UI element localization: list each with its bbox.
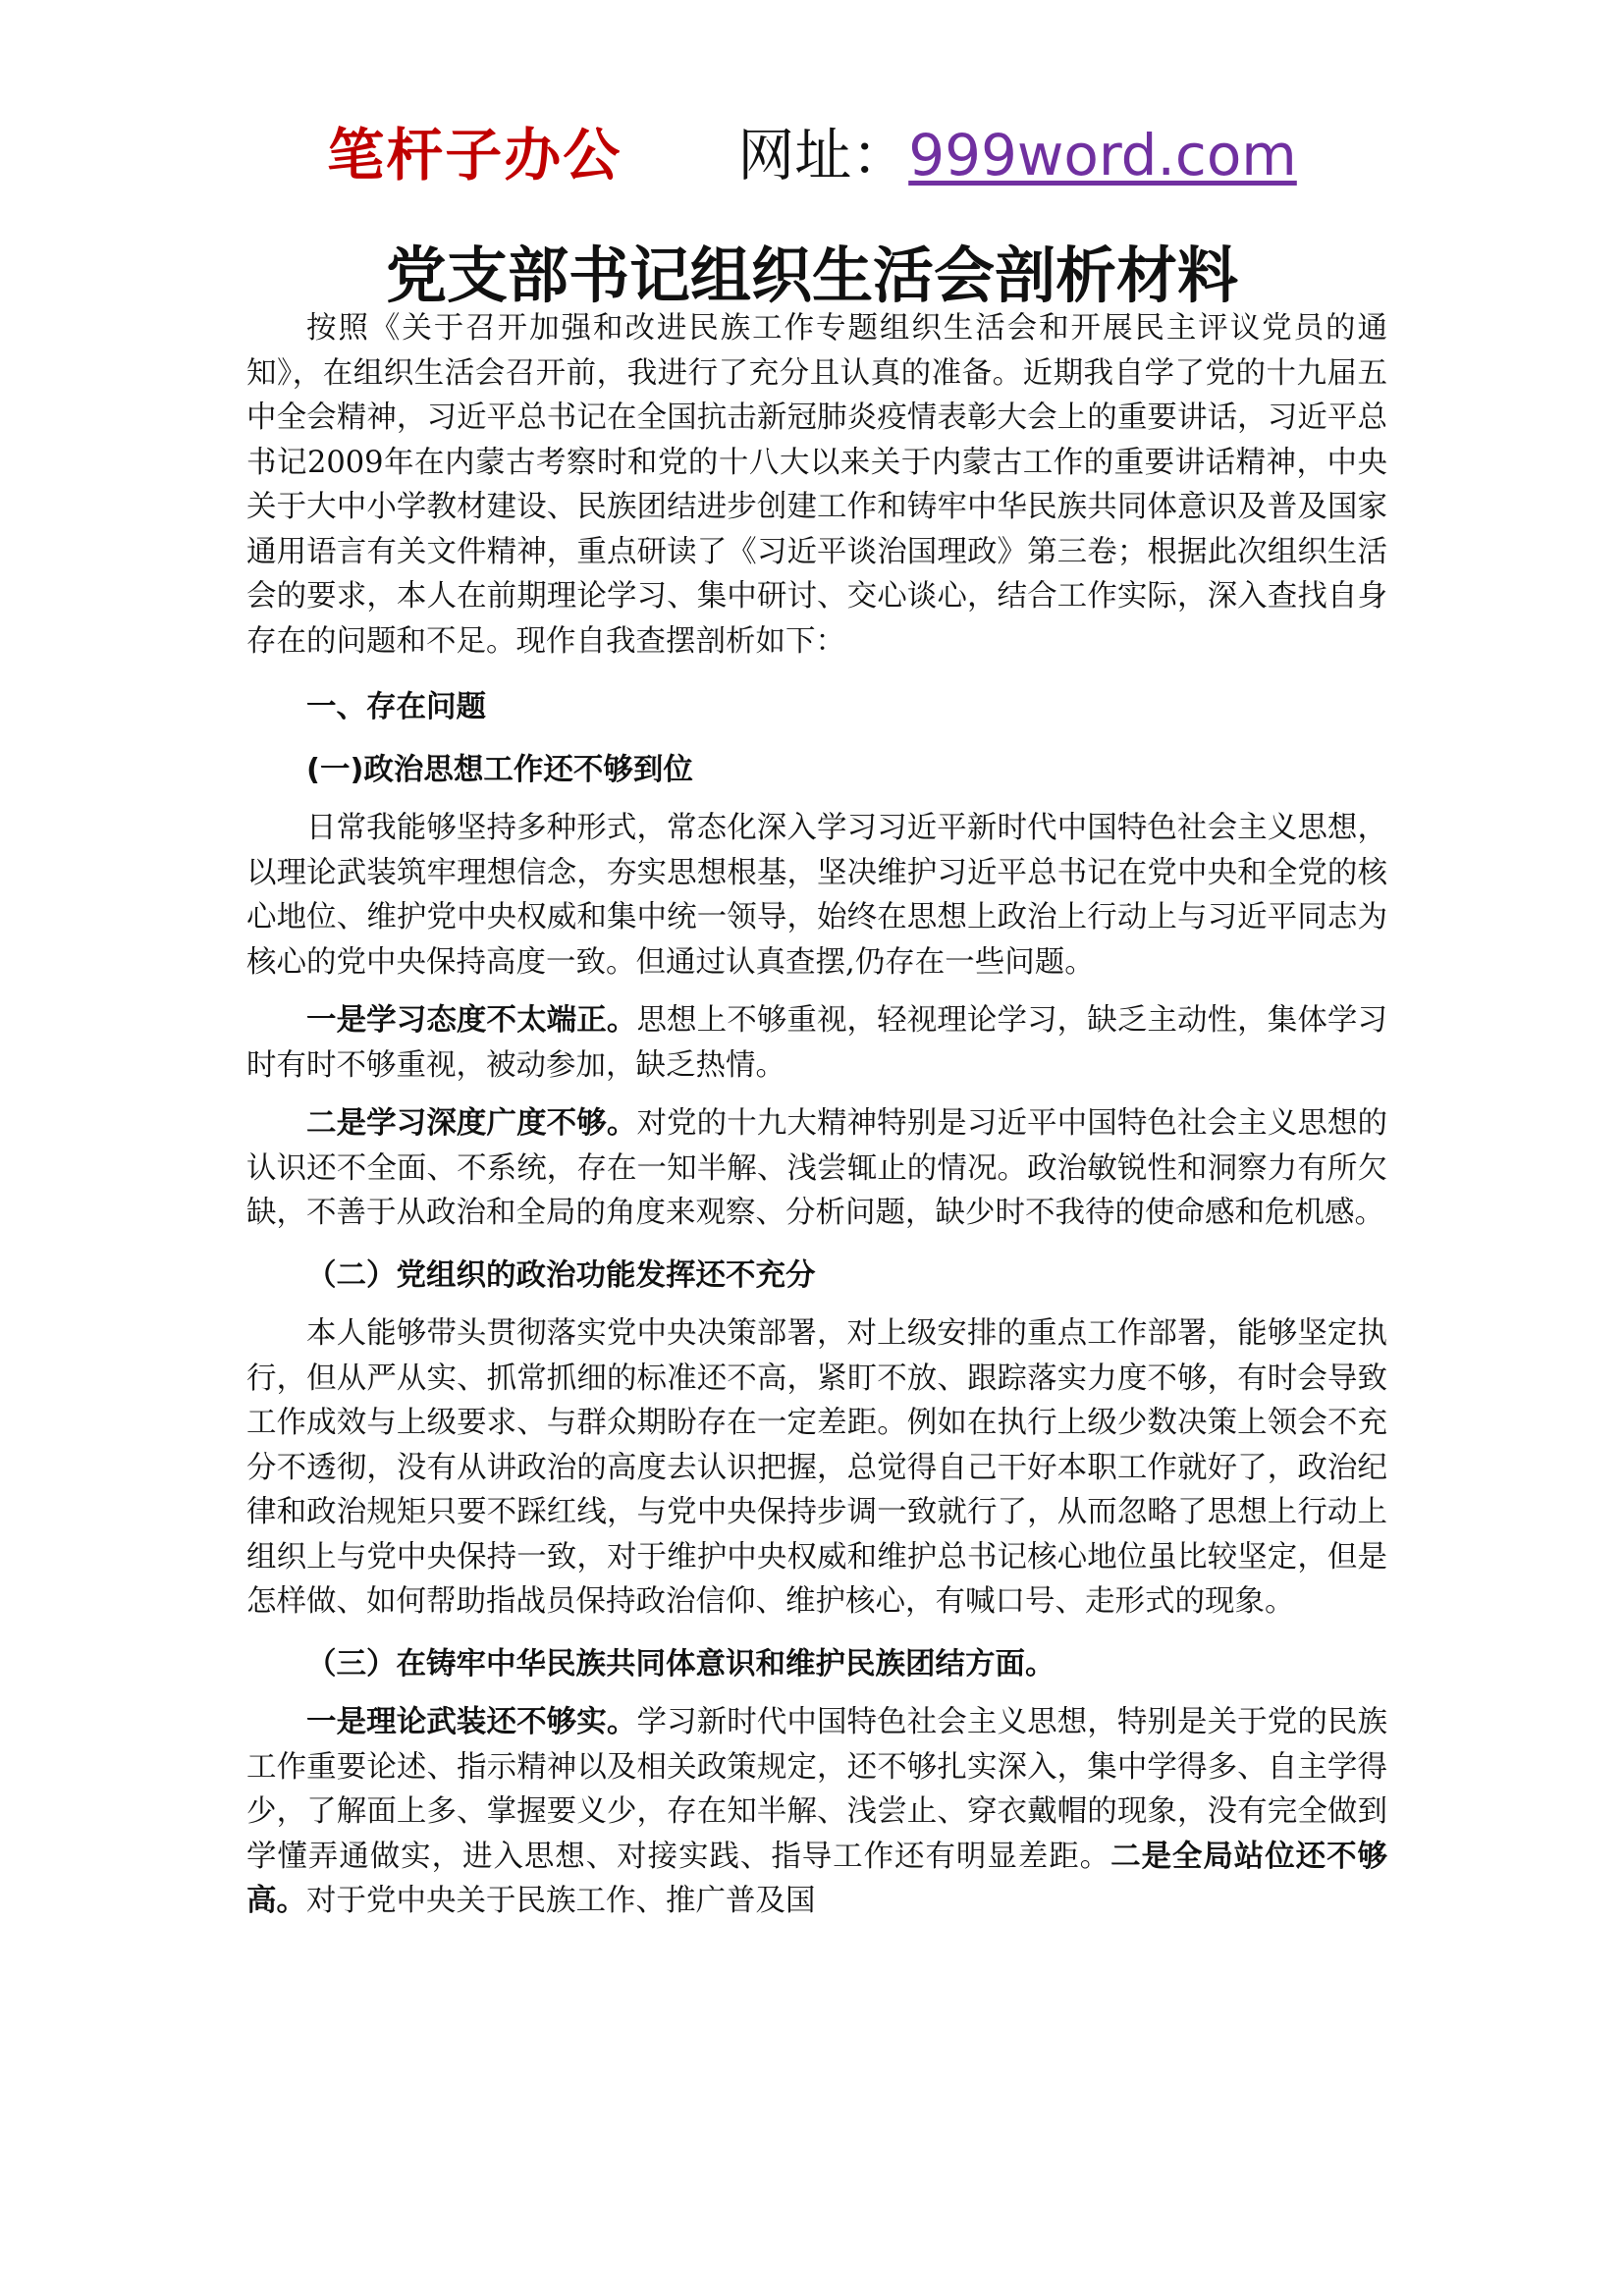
site-link[interactable]: 999word.com	[908, 122, 1297, 188]
point-lead: 一是理论武装还不够实。	[306, 1705, 637, 1739]
point-lead: 二是全局站位还不够高。	[246, 1839, 1388, 1918]
intro-paragraph: 按照《关于召开加强和改进民族工作专题组织生活会和开展民主评议党员的通知》，在组织生活会召开前，我进行了充分且认真的准备。近期我自学了党的十九届五中全会精神，习近平总书记在全国抗击新冠肺炎疫情表彰大会上的重要讲话，习近平总书记2009年在内蒙古考察时和党的十八大以来关于内蒙古工作的重要讲话精神，中央关于大中小学教材建设、民族团结进步创建工作和铸牢中华民族共同体意识及普及国家通用语言有关文件精神，重点研读了《习近平谈治国理政》第三卷；根据此次组织生活会的要求，本人在前期理论学习、集中研讨、交心谈心，结合工作实际，深入查找自身存在的问题和不足。现作自我查摆剖析如下：	[246, 311, 1387, 659]
point-lead: 一是学习态度不太端正。	[306, 1003, 637, 1038]
page-header	[0, 116, 1624, 194]
subsection-heading-1: (一)政治思想工作还不够到位	[306, 752, 693, 787]
subsection-1-paragraph-1: 日常我能够坚持多种形式，常态化深入学习习近平新时代中国特色社会主义思想，以理论武装筑牢理想信念，夯实思想根基，坚决维护习近平总书记在党中央和全党的核心地位、维护党中央权威和集中统一领导，始终在思想上政治上行动上与习近平同志为核心的党中央保持高度一致。但通过认真查摆,仍存在一些问题。	[246, 811, 1387, 980]
point-text: 对于党中央关于民族工作、推广普及国	[306, 1884, 816, 1918]
document-body	[246, 306, 1387, 1924]
subsection-2-paragraph-1: 本人能够带头贯彻落实党中央决策部署，对上级安排的重点工作部署，能够坚定执行，但从严从实、抓常抓细的标准还不高，紧盯不放、跟踪落实力度不够，有时会导致工作成效与上级要求、与群众期盼存在一定差距。例如在执行上级少数决策上领会不充分不透彻，没有从讲政治的高度去认识把握，总觉得自己干好本职工作就好了，政治纪律和政治规矩只要不踩红线，与党中央保持步调一致就行了，从而忽略了思想上行动上组织上与党中央保持一致，对于维护中央权威和维护总书记核心地位虽比较坚定，但是怎样做、如何帮助指战员保持政治信仰、维护核心，有喊口号、走形式的现象。	[246, 1316, 1387, 1619]
point-text: 对党的十九大精神特别是习近平中国特色社会主义思想的认识还不全面、不系统，存在一知半解、浅尝辄止的情况。政治敏锐性和洞察力有所欠缺，不善于从政治和全局的角度来观察、分析问题，缺少时不我待的使命感和危机感。	[246, 1106, 1388, 1230]
brand-name: 笔杆子办公	[327, 122, 623, 188]
subsection-1-paragraph-2	[246, 998, 1387, 1088]
section-heading-problems: 一、存在问题	[306, 690, 486, 724]
point-text: 学习新时代中国特色社会主义思想，特别是关于党的民族工作重要论述、指示精神以及相关政策规定，还不够扎实深入，集中学得多、自主学得少，了解面上多、掌握要义少，存在知半解、浅尝止、穿衣戴帽的现象，没有完全做到学懂弄通做实，进入思想、对接实践、指导工作还有明显差距。	[246, 1705, 1388, 1874]
subsection-1-paragraph-3	[246, 1101, 1387, 1236]
subsection-heading-3: （三）在铸牢中华民族共同体意识和维护民族团结方面。	[306, 1646, 1056, 1682]
document-title: 党支部书记组织生活会剖析材料	[385, 240, 1238, 311]
point-text: 思想上不够重视，轻视理论学习，缺乏主动性，集体学习时有时不够重视，被动参加，缺乏热情。	[246, 1003, 1388, 1083]
point-lead: 二是学习深度广度不够。	[306, 1106, 637, 1141]
subsection-3-paragraph-1	[246, 1700, 1387, 1924]
subsection-heading-2: （二）党组织的政治功能发挥还不充分	[306, 1257, 816, 1293]
site-label: 网址：	[737, 122, 909, 188]
